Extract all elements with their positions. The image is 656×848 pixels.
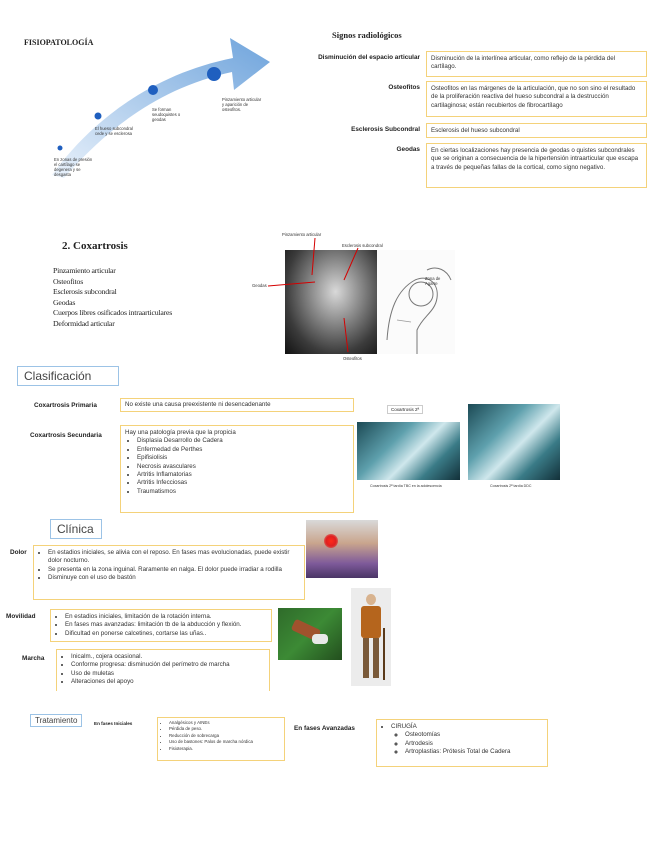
signo-label-1: Disminución del espacio articular xyxy=(318,54,420,61)
cirugia-item xyxy=(391,723,543,757)
clinica-title: Clínica xyxy=(50,519,102,539)
avanzadas-box xyxy=(376,719,548,767)
coxartrosis-list-item: Osteofitos xyxy=(53,276,84,286)
signo-label-4: Geodas xyxy=(396,146,420,153)
coxartrosis-title: 2. Coxartrosis xyxy=(62,240,128,252)
marcha-item: • Uso de muletas xyxy=(71,670,265,678)
step-dot-1 xyxy=(58,146,63,151)
xray-label-esclerosis: Esclerosis subcondral xyxy=(342,243,383,248)
secundaria-intro: Hay una patología previa que la propicia xyxy=(125,429,236,436)
xray-label-pinzamiento: Pinzamiento articular xyxy=(282,232,322,237)
caption-ddc: Coxartrosis 2ª tardía DDC xyxy=(490,484,532,488)
signo-box-1: Disminución de la interlínea articular, como reflejo de la pérdida del cartílago. xyxy=(426,51,647,77)
marcha-item: • Alteraciones del apoyo xyxy=(71,678,265,686)
fisio-step-4: Pinzamiento articular y aparición de osteofitos. xyxy=(222,97,262,112)
step-dot-2 xyxy=(95,113,102,120)
signo-box-3: Esclerosis del hueso subcondral xyxy=(426,123,647,138)
signo-label-2: Osteofitos xyxy=(388,84,420,91)
coxartrosis-list-item: Cuerpos libres osificados intraarticulares xyxy=(53,308,173,318)
step-dot-4 xyxy=(207,67,221,81)
iniciales-item: • Analgésicos y AINEs xyxy=(169,720,281,726)
secundaria-item: • Displasia Desarrollo de Cadera xyxy=(137,437,349,445)
marcha-item: • Conforme progresa: disminución del perímetro de marcha xyxy=(71,661,265,669)
dolor-label: Dolor xyxy=(10,549,27,556)
schematic-label: Zona de Agarre xyxy=(425,276,441,286)
coxartrosis-list-item: Geodas xyxy=(53,297,76,307)
step-dot-3 xyxy=(148,85,158,95)
primaria-box: No existe una causa preexistente ni desencadenante xyxy=(120,398,354,412)
fisio-title: FISIOPATOLOGÍA xyxy=(24,38,94,47)
fisio-step-3: Se forman seudoquistes o geodas xyxy=(152,107,181,122)
secundaria-item: • Traumatismos xyxy=(137,488,349,496)
xray-label-geodas: Geodas xyxy=(252,283,267,288)
secundaria-item: • Necrosis avasculares xyxy=(137,463,349,471)
secundaria-item: • Artritis Inflamatorias xyxy=(137,471,349,479)
cirugia-subitem: ◦ Osteotomías xyxy=(405,731,543,739)
tratamiento-title: Tratamiento xyxy=(30,714,82,727)
sock-photo xyxy=(278,608,342,660)
iniciales-item: • Fisioterapia. xyxy=(169,746,281,752)
coxartrosis-list-item: Deformidad articular xyxy=(53,318,115,328)
signo-box-4: En ciertas localizaciones hay presencia de geodas o quistes subcondrales que se originan a consecuencia de la hipertensión intraarticular que escapa a través de pequeñas fallas de la cortical, como signo negativo. xyxy=(426,143,647,188)
dolor-item: • En estadios iniciales, se alivia con el reposo. En fases mas evolucionadas, puede existir dolor nocturno. xyxy=(48,549,300,566)
secundaria-item: • Artritis Infecciosas xyxy=(137,479,349,487)
avanzadas-label: En fases Avanzadas xyxy=(294,725,355,732)
secundaria-label: Coxartrosis Secundaria xyxy=(30,432,102,439)
coxartrosis-2-label: Coxartrosis 2ª xyxy=(387,405,423,414)
fisio-step-2: El hueso subcondral cede y se esclerosa xyxy=(95,126,133,136)
signos-title: Signos radiológicos xyxy=(332,30,402,40)
marcha-label: Marcha xyxy=(22,655,45,662)
cirugia-label: CIRUGÍA xyxy=(391,723,417,730)
iniciales-label: En fases Iniciales xyxy=(94,721,133,726)
cirugia-subitem: ◦ Artroplastias: Prótesis Total de Cadera xyxy=(405,748,543,756)
dolor-item: • Disminuye con el uso de bastón xyxy=(48,574,300,582)
secundaria-item: • Enfermedad de Perthes xyxy=(137,446,349,454)
man-with-cane-photo xyxy=(351,588,391,686)
coxartrosis-list-item: Esclerosis subcondral xyxy=(53,287,117,297)
fisio-step-1: En zonas de presión el cartílago se degenera y se desgasta xyxy=(54,157,93,177)
movilidad-box xyxy=(50,609,272,642)
iniciales-item: • Pérdida de peso. xyxy=(169,726,281,732)
cirugia-subitem: ◦ Artrodesis xyxy=(405,740,543,748)
primaria-label: Coxartrosis Primaria xyxy=(34,402,97,409)
iniciales-item: • Reducción de sobrecarga xyxy=(169,733,281,739)
pelvis-xray-tbc xyxy=(357,422,460,480)
dolor-item: • Se presenta en la zona inguinal. Raramente en nalga. El dolor puede irradiar a rodilla xyxy=(48,566,300,574)
dolor-box xyxy=(33,545,305,600)
marcha-item: • Inicalm., cojera ocasional. xyxy=(71,653,265,661)
clasificacion-title: Clasificación xyxy=(17,366,119,386)
movilidad-label: Movilidad xyxy=(6,613,36,620)
hip-pain-photo xyxy=(306,520,378,578)
movilidad-item: • Dificultad en ponerse calcetines, cortarse las uñas.. xyxy=(65,630,267,638)
xray-annotation-lines xyxy=(240,230,400,370)
signo-box-2: Osteofitos en las márgenes de la articulación, que no son sino el resultado de la proliferación reactiva del hueso subcondral a la destrucción cartilaginosa; están recubiertos de fibrocartílago xyxy=(426,81,647,117)
caption-tbc: Coxartrosis 2ª tardía TBC en la adolescencia xyxy=(370,484,442,488)
pelvis-xray-ddc xyxy=(468,404,560,480)
secundaria-item: • Epifisiolisis xyxy=(137,454,349,462)
coxartrosis-list xyxy=(53,266,172,330)
xray-label-osteofitos: Osteofitos xyxy=(343,356,362,361)
iniciales-item: • Uso de bastones: Palos de marcha nórdica xyxy=(169,739,281,745)
movilidad-item: • En estadios iniciales, limitación de la rotación interna. xyxy=(65,613,267,621)
coxartrosis-list-item: Pinzamiento articular xyxy=(53,266,116,275)
movilidad-item: • En fases mas avanzadas: limitación tb de la abducción y flexión. xyxy=(65,621,267,629)
iniciales-box xyxy=(157,717,285,761)
marcha-box xyxy=(56,649,270,691)
secundaria-box xyxy=(120,425,354,513)
signo-label-3: Esclerosis Subcondral xyxy=(351,126,420,133)
